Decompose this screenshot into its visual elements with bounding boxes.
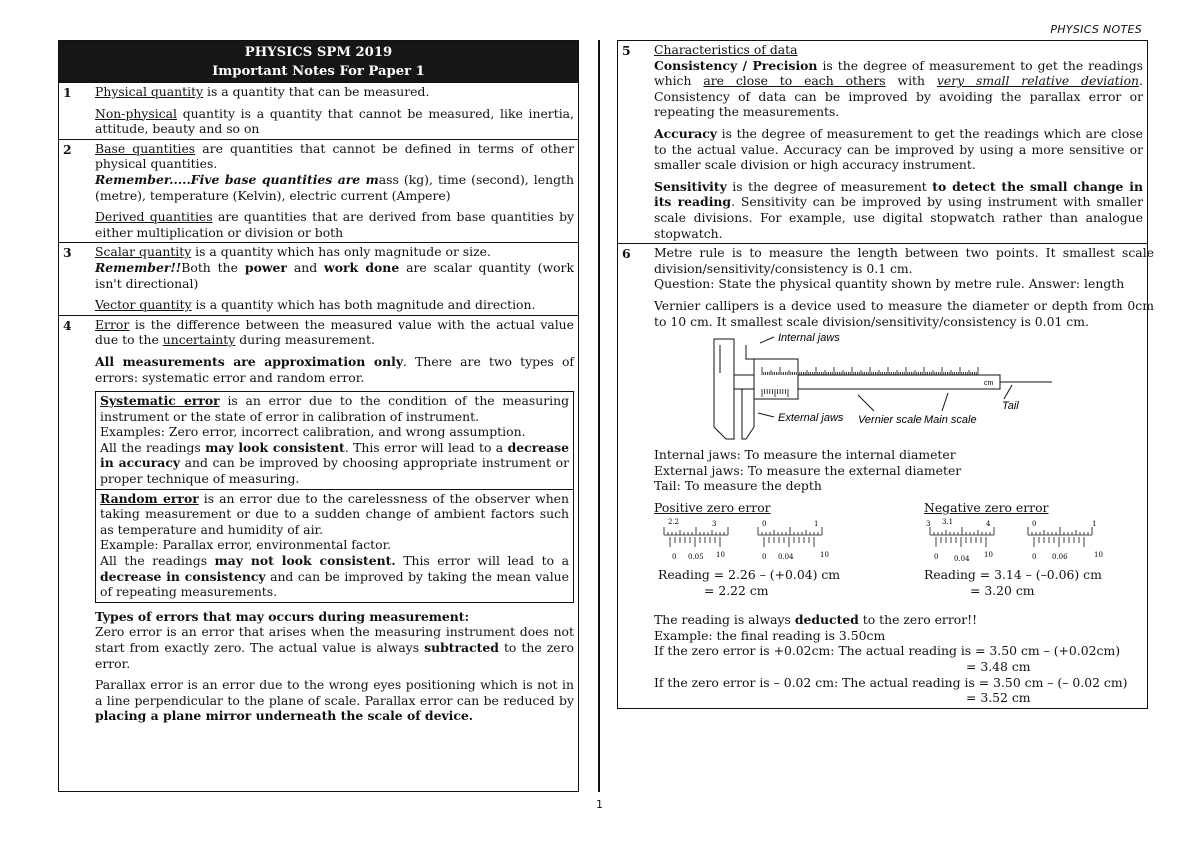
negative-zero-scale bbox=[924, 515, 1114, 563]
tick-label: 1 bbox=[814, 520, 819, 529]
base-quantities-list: Remember.....Five base quantities are mass (kg), time (second), length (metre), temperature (Kelvin), electric current (Ampere) bbox=[95, 171, 574, 203]
section-number: 2 bbox=[63, 141, 72, 157]
tick-label: 0 bbox=[762, 553, 767, 562]
tick-label: 10 bbox=[1094, 551, 1103, 560]
section-number: 5 bbox=[622, 43, 631, 58]
tick-label: 10 bbox=[716, 551, 725, 560]
column-divider bbox=[598, 40, 600, 792]
section-5 bbox=[617, 40, 1148, 244]
characteristics-heading: Characteristics of data bbox=[654, 42, 798, 57]
tick-label: 0.05 bbox=[688, 553, 704, 562]
positive-reading-1: Reading = 2.26 – (+0.04) cm bbox=[658, 567, 841, 583]
derived-quantities-def: Derived quantities are quantities that are derived from base quantities by either multiplication or division or both bbox=[95, 209, 574, 240]
section-number: 3 bbox=[63, 245, 72, 261]
tick-label: 0 bbox=[1032, 553, 1037, 562]
non-physical-def: Non-physical quantity is a quantity that cannot be measured, like inertia, attitude, beauty and so on bbox=[95, 105, 574, 137]
consistency-def: Consistency / Precision is the degree of measurement to get the readings which are close to each others with very small relative deviation. Consistency of data can be improved by avoiding the parallax error or repeating the measurements. bbox=[654, 57, 1143, 120]
tick-label: 10 bbox=[984, 551, 993, 560]
negative-zero-error bbox=[924, 500, 1154, 598]
positive-zero-title: Positive zero error bbox=[654, 499, 771, 515]
notes-title bbox=[59, 41, 578, 82]
error-types-box bbox=[95, 391, 574, 603]
approximation-note: All measurements are approximation only. There are two types of errors: systematic error and random error. bbox=[95, 353, 574, 385]
section-number: 6 bbox=[622, 246, 631, 262]
label-external-jaws: External jaws bbox=[778, 412, 844, 425]
running-header: PHYSICS NOTES bbox=[1050, 23, 1142, 36]
error-def: Error is the difference between the measured value with the actual value due to the uncertainty during measurement. bbox=[95, 316, 574, 348]
positive-reading-2: = 2.22 cm bbox=[704, 582, 769, 598]
accuracy-def: Accuracy is the degree of measurement to get the readings which are close to the actual value. Accuracy can be improved by using a more sensitive or smaller scale division or high accuracy instrument. bbox=[654, 125, 1143, 173]
title-line-1: PHYSICS SPM 2019 bbox=[244, 45, 393, 60]
section-4 bbox=[59, 315, 578, 726]
tick-label: 0 bbox=[762, 520, 767, 529]
tick-label: 0.04 bbox=[954, 555, 970, 564]
negative-reading-1: Reading = 3.14 – (–0.06) cm bbox=[924, 567, 1102, 583]
tick-label: 2.2 bbox=[668, 518, 680, 527]
tick-label: 4 bbox=[986, 520, 991, 529]
metre-rule-question: Question: State the physical quantity shown by metre rule. Answer: length bbox=[654, 276, 1125, 292]
parts-list: Internal jaws: To measure the internal diameter External jaws: To measure the external diameter Tail: To measure the depth bbox=[654, 447, 962, 494]
tick-label: 3.1 bbox=[942, 518, 954, 527]
tick-label: 0.04 bbox=[778, 553, 794, 562]
tick-label: 3 bbox=[926, 520, 931, 529]
left-column bbox=[58, 40, 579, 792]
zero-error: Types of errors that may occurs during measurement: Zero error is an error that arises when the measuring instrument does not start from exactly zero. The actual value is always subtracted to the zero error. bbox=[95, 608, 574, 671]
section-number: 4 bbox=[63, 317, 72, 333]
scalar-def: Scalar quantity is a quantity which has only magnitude or size. bbox=[95, 244, 491, 260]
vernier-caliper-diagram bbox=[662, 329, 1062, 447]
tick-label: 3 bbox=[712, 520, 717, 529]
page-number: 1 bbox=[596, 798, 603, 811]
section-2 bbox=[59, 139, 578, 243]
negative-reading-2: = 3.20 cm bbox=[970, 582, 1035, 598]
parallax-error: Parallax error is an error due to the wrong eyes positioning which is not in a line perpendicular to the plane of scale. Parallax error can be reduced by placing a plane mirror underneath the scale of device. bbox=[95, 677, 574, 724]
vernier-text: Vernier callipers is a device used to measure the diameter or depth from 0cm to 10 cm. It smallest scale division/sensitivity/consistency is 0.01 cm. bbox=[654, 297, 1154, 329]
scalar-remember: Remember!!Both the power and work done are scalar quantity (work isn't directional) bbox=[95, 259, 574, 291]
zero-error-examples bbox=[654, 500, 1154, 598]
section-3 bbox=[59, 242, 578, 314]
label-vernier-scale: Vernier scale bbox=[858, 414, 922, 427]
title-line-2: Important Notes For Paper 1 bbox=[212, 64, 425, 79]
section-6 bbox=[617, 244, 1154, 709]
positive-zero-scale bbox=[654, 515, 844, 563]
final-reading-note: The reading is always deducted to the zero error!! Example: the final reading is 3.50cm If the zero error is +0.02cm: The actual reading is = 3.50 cm – (+0.02cm) = 3.48 cm If the zero error is – 0.02 cm: The actual reading is = 3.50 cm – (– 0.02 cm) = 3.52 cm bbox=[654, 612, 1128, 706]
section-number: 1 bbox=[63, 85, 72, 100]
label-tail: Tail bbox=[1002, 400, 1019, 413]
right-column bbox=[617, 40, 1154, 792]
tick-label: 0 bbox=[934, 553, 939, 562]
positive-zero-error bbox=[654, 500, 924, 598]
tick-label: 0 bbox=[672, 553, 677, 562]
negative-zero-title: Negative zero error bbox=[924, 499, 1049, 515]
sensitivity-def: Sensitivity is the degree of measurement to detect the small change in its reading. Sensitivity can be improved by using instrument with smaller scale divisions. For example, use digital stopwatch rather than analogue stopwatch. bbox=[654, 178, 1143, 241]
tick-label: 10 bbox=[820, 551, 829, 560]
systematic-error: Systematic error is an error due to the condition of the measuring instrument or the state of error in calibration of instrument. Examples: Zero error, incorrect calibration, and wrong assumption. All the readings may look consistent. This error will lead to a decrease in accuracy and can be improved by choosing appropriate instrument or proper technique of measuring. bbox=[100, 393, 569, 487]
section-1 bbox=[59, 82, 578, 139]
physical-quantity-def: Physical quantity is a quantity that can be measured. bbox=[95, 84, 430, 99]
base-quantities-def: Base quantities are quantities that cannot be defined in terms of other physical quantities. bbox=[95, 140, 574, 172]
tick-label: 0.06 bbox=[1052, 553, 1068, 562]
label-main-scale: Main scale bbox=[924, 414, 977, 427]
tick-label: 0 bbox=[1032, 520, 1037, 529]
tick-label: 1 bbox=[1092, 520, 1097, 529]
random-error: Random error is an error due to the carelessness of the observer when taking measurement or due to a sudden change of ambient factors such as temperature and humidity of air. Example: Parallax error, environmental factor. All the readings may not look consistent. This error will lead to a decrease in consistency and can be improved by taking the mean value of repeating measurements. bbox=[96, 489, 573, 602]
vector-def: Vector quantity is a quantity which has both magnitude and direction. bbox=[95, 297, 536, 313]
label-cm: cm bbox=[984, 380, 994, 388]
metre-rule-text: Metre rule is to measure the length between two points. It smallest scale division/sensitivity/consistency is 0.1 cm. bbox=[654, 245, 1154, 276]
label-internal-jaws: Internal jaws bbox=[778, 332, 840, 345]
